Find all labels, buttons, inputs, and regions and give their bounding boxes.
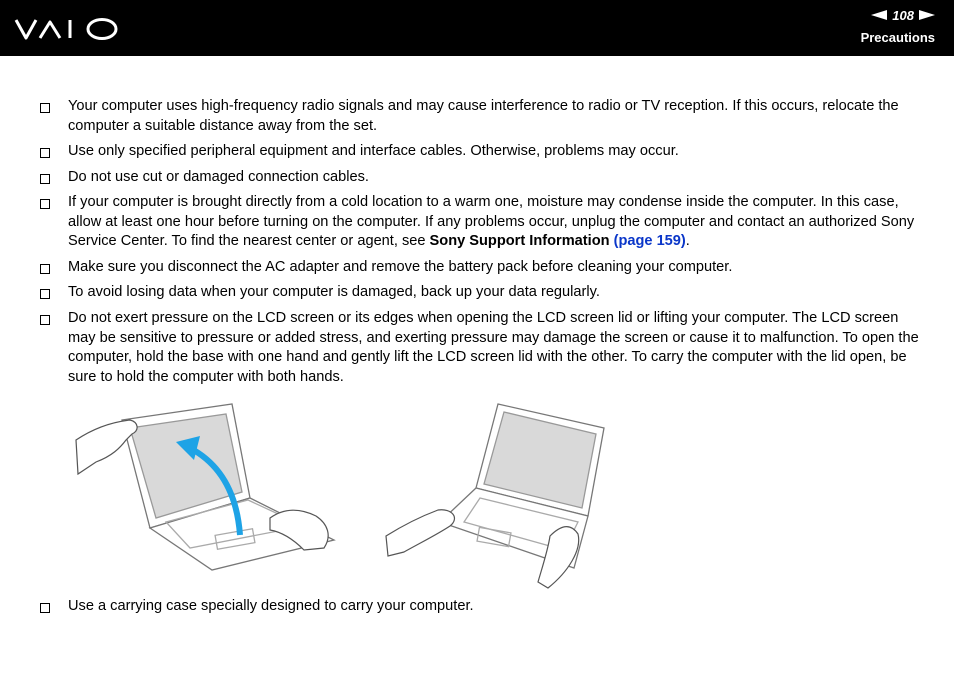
triangle-left-icon[interactable] [871, 10, 887, 20]
checkbox-bullet-icon [40, 148, 50, 158]
checkbox-bullet-icon [40, 199, 50, 209]
checkbox-bullet-icon [40, 315, 50, 325]
checkbox-bullet-icon [40, 289, 50, 299]
list-item: Do not use cut or damaged connection cables. [40, 168, 369, 188]
vaio-logo [14, 17, 120, 41]
checkbox-bullet-icon [40, 603, 50, 613]
list-item: Make sure you disconnect the AC adapter and remove the battery pack before cleaning your computer. [40, 258, 732, 278]
last-list-item [40, 597, 920, 617]
checkbox-bullet-icon [40, 103, 50, 113]
sony-support-ref: Sony Support Information [429, 233, 610, 249]
page-header [0, 0, 954, 56]
laptop-carrying-figure [440, 404, 604, 568]
page-number: 108 [892, 7, 914, 23]
list-item: Use a carrying case specially designed to carry your computer. [40, 597, 920, 617]
checkbox-bullet-icon [40, 264, 50, 274]
page-pager [871, 7, 935, 23]
triangle-right-icon[interactable] [919, 10, 935, 20]
list-item: If your computer is brought directly from a cold location to a warm one, moisture may condense inside the computer. In this case, allow at least one hour before turning on the computer. If any problems occur, unplug the computer and contact an authorized Sony Service Center. To find the nearest center or agent, see Sony Support Information (page 159). [40, 193, 920, 252]
laptop-handling-illustration [72, 400, 612, 590]
list-item: Do not exert pressure on the LCD screen or its edges when opening the LCD screen lid or lifting your computer. The LCD screen may be sensitive to pressure or added stress, and exerting pressure may damage the screen or cause it to malfunction. To open the computer, hold the base with one hand and gently lift the LCD screen lid with the other. To carry the computer with the lid open, be sure to hold the computer with both hands. [40, 309, 920, 387]
list-item: Your computer uses high-frequency radio signals and may cause interference to radio or TV reception. If this occurs, relocate the computer a suitable distance away from the set. [40, 97, 920, 136]
checkbox-bullet-icon [40, 174, 50, 184]
list-item: To avoid losing data when your computer is damaged, back up your data regularly. [40, 283, 600, 303]
section-title: Precautions [860, 30, 935, 45]
list-item: Use only specified peripheral equipment and interface cables. Otherwise, problems may occur. [40, 142, 679, 162]
page-link[interactable]: (page 159) [613, 233, 686, 249]
